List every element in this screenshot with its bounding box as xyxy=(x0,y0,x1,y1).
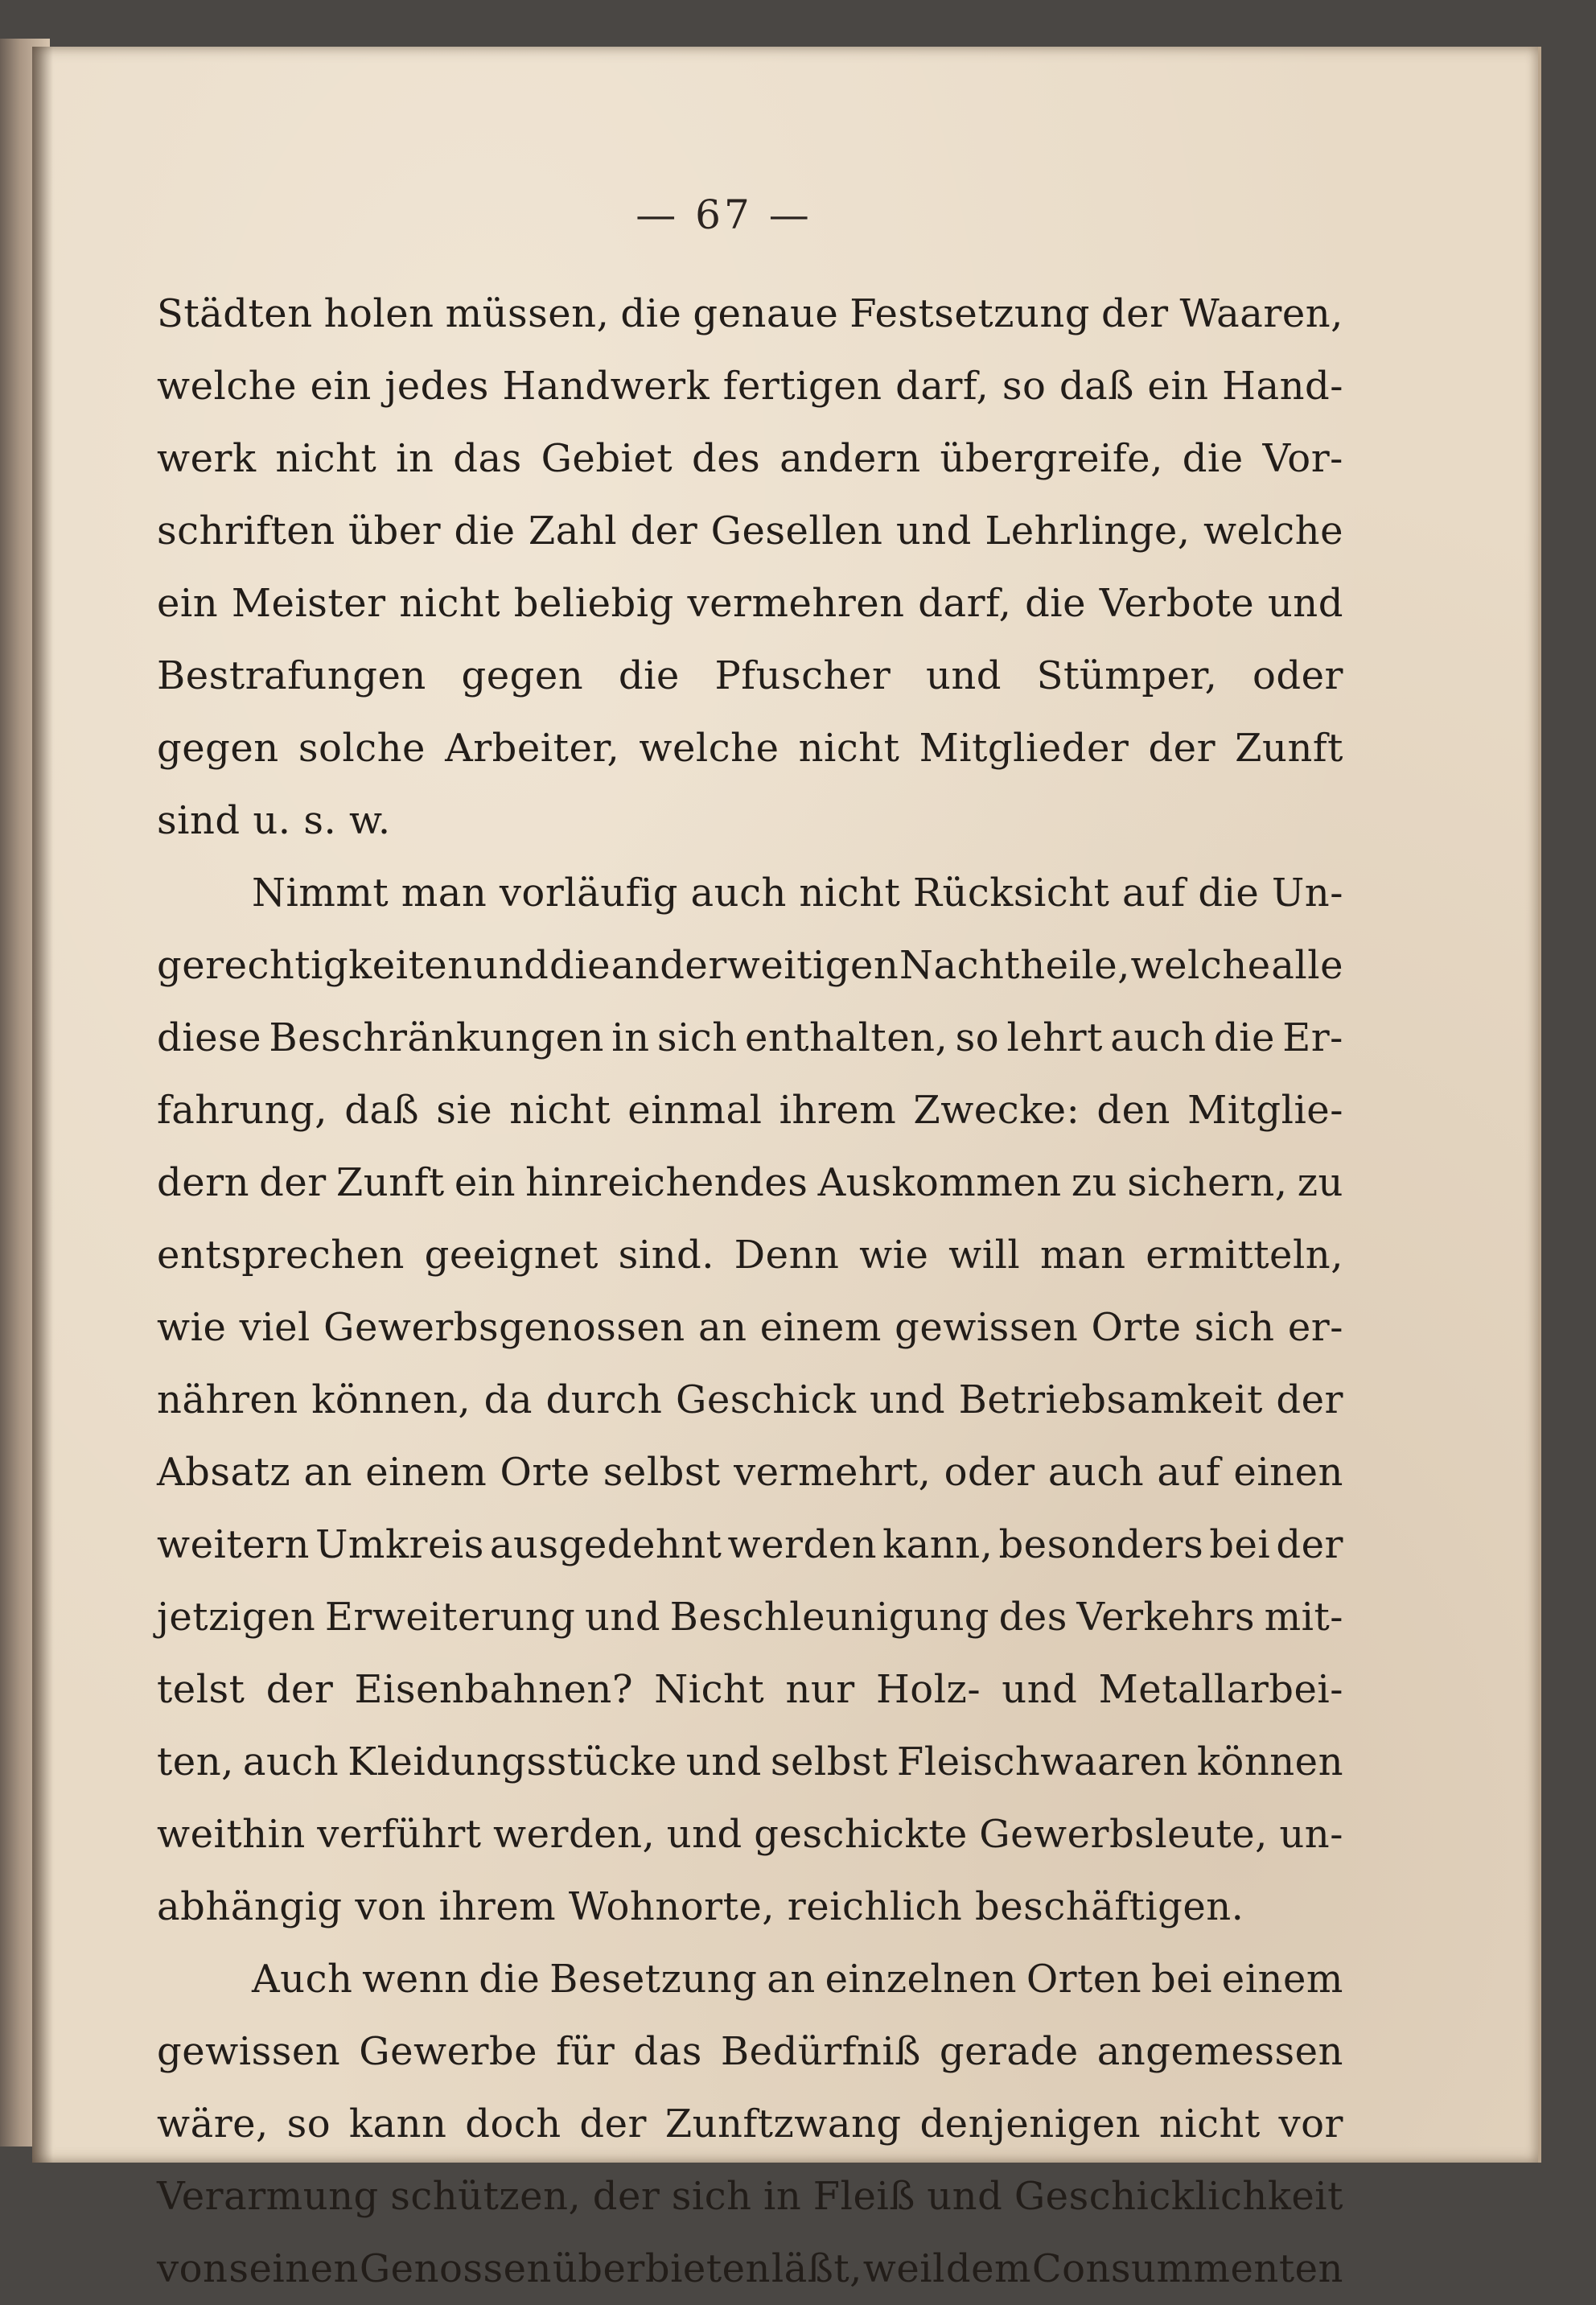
paragraph-start-line: Auch wenn die Besetzung an einzelnen Orten bei einem xyxy=(252,1957,1343,2002)
text-line: nähren können, da durch Geschick und Betriebsamkeit der xyxy=(157,1377,1343,1422)
text-line: ein Meister nicht beliebig vermehren darf, die Verbote und xyxy=(157,581,1343,626)
page-number: — 67 — xyxy=(636,191,812,238)
body-text xyxy=(157,278,1343,2305)
text-line: gewissen Gewerbe für das Bedürfniß gerade angemessen xyxy=(157,2029,1343,2074)
text-line: wie viel Gewerbsgenossen an einem gewissen Orte sich er- xyxy=(157,1305,1343,1350)
paragraph-end-line: abhängig von ihrem Wohnorte, reichlich beschäftigen. xyxy=(157,1884,1244,1929)
text-line: Städten holen müssen, die genaue Festsetzung der Waaren, xyxy=(157,291,1343,336)
text-line: werk nicht in das Gebiet des andern übergreife, die Vor- xyxy=(157,436,1343,481)
paragraph-end-line: sind u. s. w. xyxy=(157,798,391,843)
text-line: ten, auch Kleidungsstücke und selbst Fleischwaaren können xyxy=(157,1739,1343,1784)
text-line: wäre, so kann doch der Zunftzwang denjenigen nicht vor xyxy=(157,2101,1343,2147)
text-line: fahrung, daß sie nicht einmal ihrem Zwecke: den Mitglie- xyxy=(157,1088,1343,1133)
text-line: welche ein jedes Handwerk fertigen darf, so daß ein Hand- xyxy=(157,364,1343,409)
text-line: Absatz an einem Orte selbst vermehrt, oder auch auf einen xyxy=(157,1450,1343,1495)
text-line: von seinen Genossen überbieten läßt, weil dem Consummenten xyxy=(157,2246,1343,2291)
text-line: weithin verführt werden, und geschickte Gewerbsleute, un- xyxy=(157,1812,1343,1857)
paragraph-start-line: Nimmt man vorläufig auch nicht Rücksicht auf die Un- xyxy=(252,871,1343,916)
text-line: gegen solche Arbeiter, welche nicht Mitglieder der Zunft xyxy=(157,726,1343,771)
text-line: dern der Zunft ein hinreichendes Auskommen zu sichern, zu xyxy=(157,1160,1343,1205)
text-line: jetzigen Erweiterung und Beschleunigung des Verkehrs mit- xyxy=(157,1595,1343,1640)
text-line: schriften über die Zahl der Gesellen und Lehrlinge, welche xyxy=(157,508,1343,554)
text-line: Verarmung schützen, der sich in Fleiß und Geschicklichkeit xyxy=(157,2174,1343,2219)
page-gutter-shadow xyxy=(32,47,53,2163)
text-line: diese Beschränkungen in sich enthalten, so lehrt auch die Er- xyxy=(157,1015,1343,1060)
text-line: gerechtigkeiten und die anderweitigen Nachtheile, welche alle xyxy=(157,943,1343,988)
text-line: Bestrafungen gegen die Pfuscher und Stümper, oder xyxy=(157,653,1343,698)
text-line: telst der Eisenbahnen? Nicht nur Holz- und Metallarbei- xyxy=(157,1667,1343,1712)
text-line: entsprechen geeignet sind. Denn wie will man ermitteln, xyxy=(157,1233,1343,1278)
text-line: weitern Umkreis ausgedehnt werden kann, besonders bei der xyxy=(157,1522,1343,1567)
